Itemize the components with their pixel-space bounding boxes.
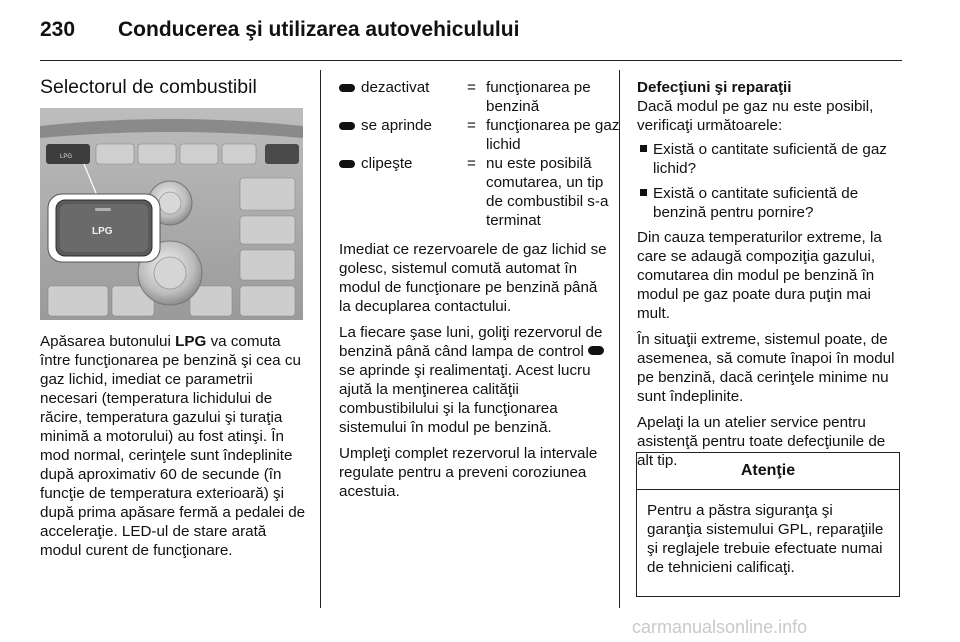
column-3	[637, 78, 903, 477]
legend-row-blinking: clipeşte = nu este posibilă comutarea, un tip de combustibil s-a terminat	[339, 154, 607, 240]
lpg-button-photo	[40, 108, 303, 320]
lpg-label-zoom: LPG	[92, 226, 113, 237]
led-legend	[339, 78, 620, 240]
chapter-title: Conducerea şi utilizarea autovehiculului	[118, 18, 520, 41]
refill-paragraph: Umpleţi complet rezervorul la intervale regulate pentru a preveni coroziunea acestuia.	[339, 445, 598, 500]
warning-box	[636, 452, 900, 597]
led-on-icon	[339, 122, 355, 130]
faults-subheading: Defecţiuni şi reparaţii	[637, 79, 792, 96]
extreme-temps-paragraph: Din cauza temperaturilor extreme, la care se adaugă compoziţia gazului, comutarea din modul pe benzină în modul pe gaz poate dura puţin mai mult.	[637, 229, 882, 322]
bullet-item: Există o cantitate suficientă de benzină pentru pornire?	[637, 184, 903, 222]
service-paragraph: Apelaţi la un atelier service pentru asistenţă pentru toate defecţiunile de alt tip.	[637, 414, 886, 469]
led-blink-icon	[339, 160, 355, 168]
lpg-button-paragraph: Apăsarea butonului LPG va comuta între funcţionarea pe benzină şi cea cu gaz lichid, imediat ce parametrii necesari (temperatura lichidului de răcire, temperatura gazului şi turaţia minimă a motorului) au fost atinşi. În mod normal, cerinţele sunt îndeplinite după aproximativ 60 de secunde (în funcţie de temperatura exterioară) şi după prima apăsare fermă a pedalei de acceleraţie. LED-ul de stare arată modul curent de funcţionare.	[40, 333, 306, 559]
legend-row-on: se aprinde = funcţionarea pe gaz lichid	[339, 116, 607, 154]
column-1	[40, 332, 308, 567]
faults-intro: Dacă modul pe gaz nu este posibil, verificaţi următoarele:	[637, 98, 874, 134]
control-lamp-icon	[588, 346, 604, 355]
section-title: Selectorul de combustibil	[40, 76, 257, 98]
bullet-square-icon	[640, 145, 647, 152]
bullet-item: Există o cantitate suficientă de gaz lichid?	[637, 140, 903, 178]
watermark: carmanualsonline.info	[632, 617, 808, 637]
six-months-paragraph: La fiecare şase luni, goliţi rezervorul de benzină până când lampa de control se aprinde şi realimentaţi. Acest lucru ajută la menţinerea calităţii combustibilului şi la funcţionarea sistemului în modul pe benzină.	[339, 324, 603, 436]
extreme-situations-paragraph: În situaţii extreme, sistemul poate, de asemenea, să comute înapoi în modul pe benzină, dacă cerinţele minime nu sunt îndeplinite.	[637, 331, 895, 405]
legend-row-off: dezactivat = funcţionarea pe benzină	[339, 78, 607, 116]
page-number: 230	[40, 18, 76, 41]
warning-body: Pentru a păstra siguranţa şi garanţia sistemului GPL, reparaţiile şi reglajele trebuie efectuate numai de tehnicieni calificaţi.	[647, 502, 884, 576]
column-divider-1	[320, 70, 321, 608]
bullet-square-icon	[640, 189, 647, 196]
column-2	[339, 78, 620, 508]
page-header	[40, 18, 519, 42]
warning-title: Atenţie	[637, 453, 899, 490]
lpg-label-small: LPG	[60, 154, 73, 160]
tank-empty-paragraph: Imediat ce rezervoarele de gaz lichid se golesc, sistemul comută automat în modul de funcţionare pe benzină până la decuplarea contactului.	[339, 241, 607, 315]
led-off-icon	[339, 84, 355, 92]
lpg-keyword: LPG	[175, 333, 207, 350]
header-rule	[40, 60, 902, 61]
